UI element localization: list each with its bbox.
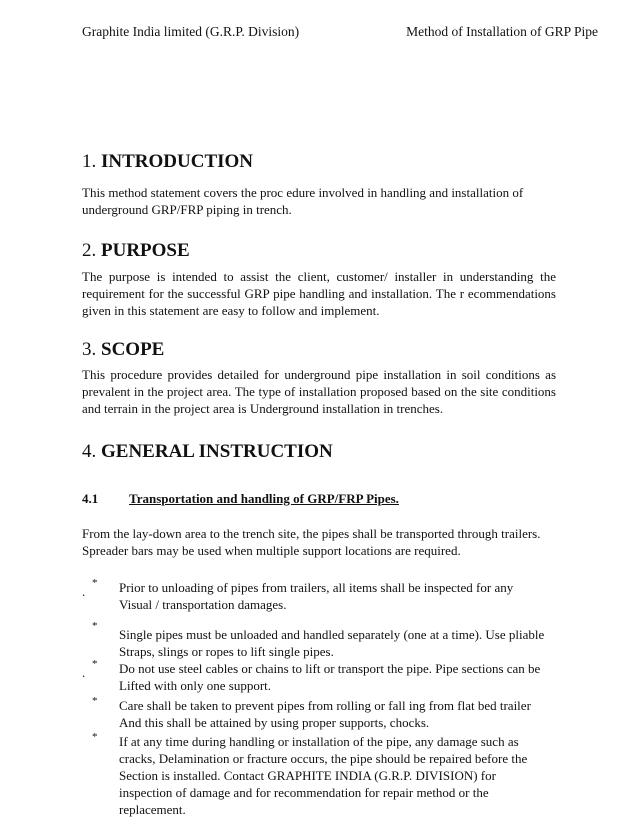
subsection-number: 4.1 <box>82 491 99 506</box>
bullet-line: Do not use steel cables or chains to lift or transport the pipe. Pipe sections can be <box>119 661 541 676</box>
section-heading-purpose <box>82 240 190 262</box>
paragraph-line: This method statement covers the proc edure involved in handling and installation of <box>82 185 524 200</box>
header-document-title: Method of Installation of GRP Pipe <box>406 24 598 39</box>
bullet-line: Visual / transportation damages. <box>119 597 287 612</box>
bullet-dot: . <box>82 665 86 680</box>
bullet-line: Care shall be taken to prevent pipes from rolling or fall ing from flat bed trailer <box>119 698 531 713</box>
introduction-paragraph <box>82 184 556 218</box>
section-number: 1. <box>82 151 97 172</box>
bullet-line: replacement. <box>119 802 186 817</box>
section-title: GENERAL INSTRUCTION <box>101 441 333 462</box>
paragraph-line: prevalent in the project area. The type of installation proposed based on the site conditions <box>82 384 556 399</box>
bullet-star-icon: * <box>92 577 98 589</box>
section-heading-introduction <box>82 151 253 173</box>
bullet-line: Section is installed. Contact GRAPHITE INDIA (G.R.P. DIVISION) for <box>119 768 496 783</box>
subsection-heading <box>82 491 399 507</box>
scope-paragraph <box>82 366 556 417</box>
bullet-line: And this shall be attained by using proper supports, chocks. <box>119 715 430 730</box>
paragraph-line: This procedure provides detailed for underground pipe installation in soil conditions as <box>82 367 556 382</box>
paragraph-line: The purpose is intended to assist the client, customer/ installer in understanding the <box>82 269 556 284</box>
bullet-line: Single pipes must be unloaded and handled separately (one at a time). Use pliable <box>119 627 545 642</box>
bullet-star-icon: * <box>92 620 98 632</box>
paragraph-line: given in this statement are easy to follow and implement. <box>82 303 380 318</box>
paragraph-line: underground GRP/FRP piping in trench. <box>82 202 292 217</box>
section-title: PURPOSE <box>101 240 190 261</box>
section-number: 3. <box>82 339 97 360</box>
bullet-line: If at any time during handling or installation of the pipe, any damage such as <box>119 734 519 749</box>
bullet-dot: . <box>82 584 86 599</box>
bullet-line: Straps, slings or ropes to lift single pipes. <box>119 644 334 659</box>
section-number: 4. <box>82 441 97 462</box>
transport-paragraph <box>82 525 556 559</box>
bullet-line: Lifted with only one support. <box>119 678 272 693</box>
bullet-star-icon: * <box>92 695 98 707</box>
section-heading-general-instruction <box>82 441 333 463</box>
header-company: Graphite India limited (G.R.P. Division) <box>82 24 300 39</box>
paragraph-line: requirement for the successful GRP pipe handling and installation. The r ecommendations <box>82 286 556 301</box>
paragraph-line: and terrain in the project area is Underground installation in trenches. <box>82 401 444 416</box>
bullet-line: inspection of damage and for recommendation for repair method or the <box>119 785 489 800</box>
subsection-title: Transportation and handling of GRP/FRP Pipes. <box>129 491 399 506</box>
bullet-star-icon: * <box>92 731 98 743</box>
bullet-star-icon: * <box>92 658 98 670</box>
section-number: 2. <box>82 240 97 261</box>
bullet-line: Prior to unloading of pipes from trailers, all items shall be inspected for any <box>119 580 514 595</box>
purpose-paragraph <box>82 268 556 319</box>
paragraph-line: Spreader bars may be used when multiple support locations are required. <box>82 543 461 558</box>
bullet-line: cracks, Delamination or fracture occurs, the pipe should be repaired before the <box>119 751 528 766</box>
section-title: SCOPE <box>101 339 165 360</box>
section-heading-scope <box>82 339 164 361</box>
paragraph-line: From the lay-down area to the trench site, the pipes shall be transported through trailers. <box>82 526 541 541</box>
section-title: INTRODUCTION <box>101 151 254 172</box>
